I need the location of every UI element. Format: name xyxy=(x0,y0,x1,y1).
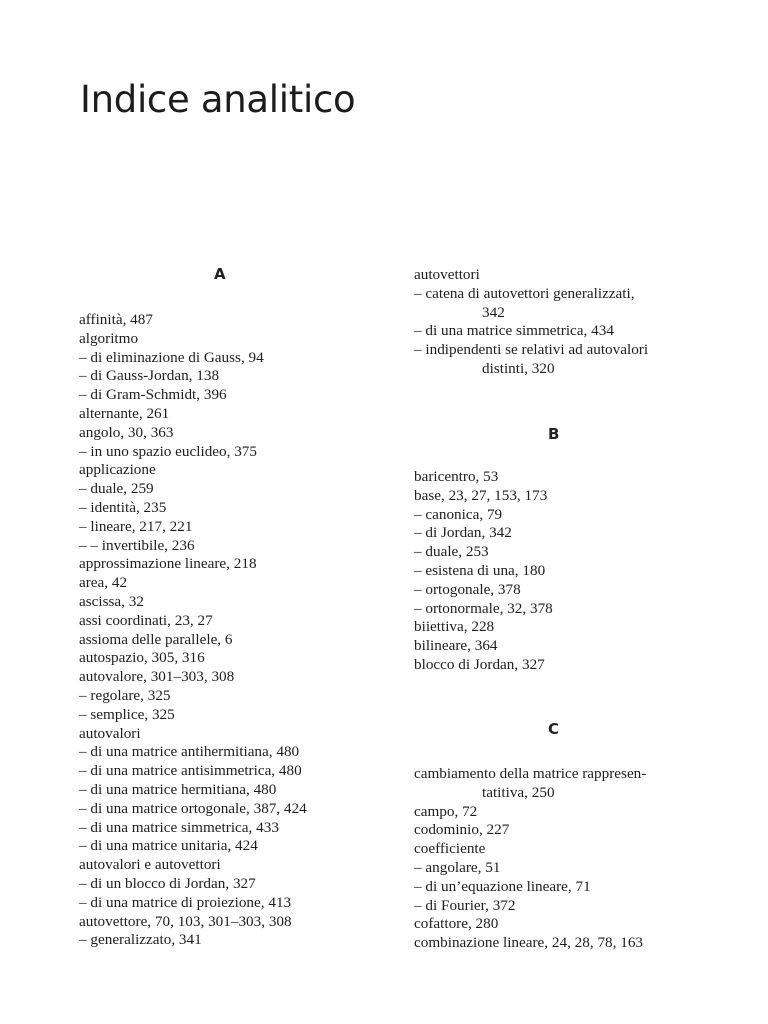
index-entry: – catena di autovettori generalizzati, xyxy=(414,284,635,302)
index-entry: biiettiva, 228 xyxy=(414,618,495,636)
index-entry: – di Jordan, 342 xyxy=(414,524,512,542)
index-entry: – indipendenti se relativi ad autovalori xyxy=(414,341,649,359)
index-entry: cambiamento della matrice rappresen- xyxy=(414,765,647,782)
index-entry: cofattore, 280 xyxy=(414,915,499,933)
index-entry-continuation: tatitiva, 250 xyxy=(482,783,555,801)
index-entry: autovalori e autovettori xyxy=(79,856,221,874)
index-entry: affinità, 487 xyxy=(79,311,153,328)
index-entry: assioma delle parallele, 6 xyxy=(79,630,233,648)
section-letter-b: B xyxy=(548,425,560,443)
index-entry: – di una matrice unitaria, 424 xyxy=(79,837,258,855)
index-entry: – identità, 235 xyxy=(79,498,167,516)
index-entry: ascissa, 32 xyxy=(79,592,144,610)
index-entry: – angolare, 51 xyxy=(414,858,501,876)
index-entry: – semplice, 325 xyxy=(79,705,175,723)
index-entry: combinazione lineare, 24, 28, 78, 163 xyxy=(414,934,644,952)
index-entry: – ortogonale, 378 xyxy=(414,580,521,598)
index-entry: alternante, 261 xyxy=(79,404,170,422)
index-entry: autovalore, 301–303, 308 xyxy=(79,668,235,686)
index-entry: – duale, 259 xyxy=(79,480,154,498)
index-entry: – – invertibile, 236 xyxy=(79,536,195,554)
index-entry: – di un blocco di Jordan, 327 xyxy=(79,874,256,892)
index-entry: – di una matrice hermitiana, 480 xyxy=(79,780,277,798)
index-entry: – in uno spazio euclideo, 375 xyxy=(79,442,257,460)
index-entry: – di Gauss-Jordan, 138 xyxy=(79,367,220,385)
index-entry: area, 42 xyxy=(79,574,128,592)
index-entry: coefficiente xyxy=(414,840,486,858)
index-entry: – di una matrice simmetrica, 434 xyxy=(414,322,614,340)
index-entry: codominio, 227 xyxy=(414,821,510,839)
index-entry: – di Gram-Schmidt, 396 xyxy=(79,386,227,404)
page-title: Indice analitico xyxy=(80,78,356,121)
index-entry: autovettore, 70, 103, 301–303, 308 xyxy=(79,912,292,930)
index-entry: – di una matrice ortogonale, 387, 424 xyxy=(79,799,307,817)
index-entry: angolo, 30, 363 xyxy=(79,423,174,441)
index-entry: blocco di Jordan, 327 xyxy=(414,655,545,673)
index-entry: bilineare, 364 xyxy=(414,637,498,655)
index-entry: – di una matrice di proiezione, 413 xyxy=(79,893,292,911)
index-entry: autovalori xyxy=(79,724,141,742)
index-entry: – canonica, 79 xyxy=(414,505,503,523)
index-entry: – duale, 253 xyxy=(414,543,489,561)
index-entry: algoritmo xyxy=(79,329,139,347)
index-entry: – esistena di una, 180 xyxy=(414,561,546,579)
entries-c xyxy=(414,765,714,953)
index-entry: – ortonormale, 32, 378 xyxy=(414,599,553,617)
index-entry: campo, 72 xyxy=(414,802,478,820)
index-entry: baricentro, 53 xyxy=(414,468,499,485)
entries-autovettori xyxy=(414,266,714,379)
index-entry-continuation: distinti, 320 xyxy=(482,359,555,377)
index-entry: – lineare, 217, 221 xyxy=(79,517,193,535)
entries-a xyxy=(79,311,379,950)
index-entry: – di eliminazione di Gauss, 94 xyxy=(79,348,264,366)
index-entry-continuation: 342 xyxy=(482,303,505,321)
index-entry: approssimazione lineare, 218 xyxy=(79,555,257,573)
index-entry: – regolare, 325 xyxy=(79,686,171,704)
index-entry: – di una matrice antihermitiana, 480 xyxy=(79,743,300,761)
index-entry: autovettori xyxy=(414,266,480,283)
index-entry: autospazio, 305, 316 xyxy=(79,649,205,667)
index-entry: base, 23, 27, 153, 173 xyxy=(414,486,548,504)
index-entry: – di un’equazione lineare, 71 xyxy=(414,877,591,895)
section-letter-c: C xyxy=(548,720,560,738)
index-entry: assi coordinati, 23, 27 xyxy=(79,611,213,629)
section-letter-a: A xyxy=(214,265,226,283)
index-entry: – di una matrice antisimmetrica, 480 xyxy=(79,762,302,780)
index-entry: – di Fourier, 372 xyxy=(414,896,516,914)
index-entry: – generalizzato, 341 xyxy=(79,931,202,949)
index-entry: – di una matrice simmetrica, 433 xyxy=(79,818,279,836)
entries-b xyxy=(414,468,714,675)
index-entry: applicazione xyxy=(79,461,156,479)
